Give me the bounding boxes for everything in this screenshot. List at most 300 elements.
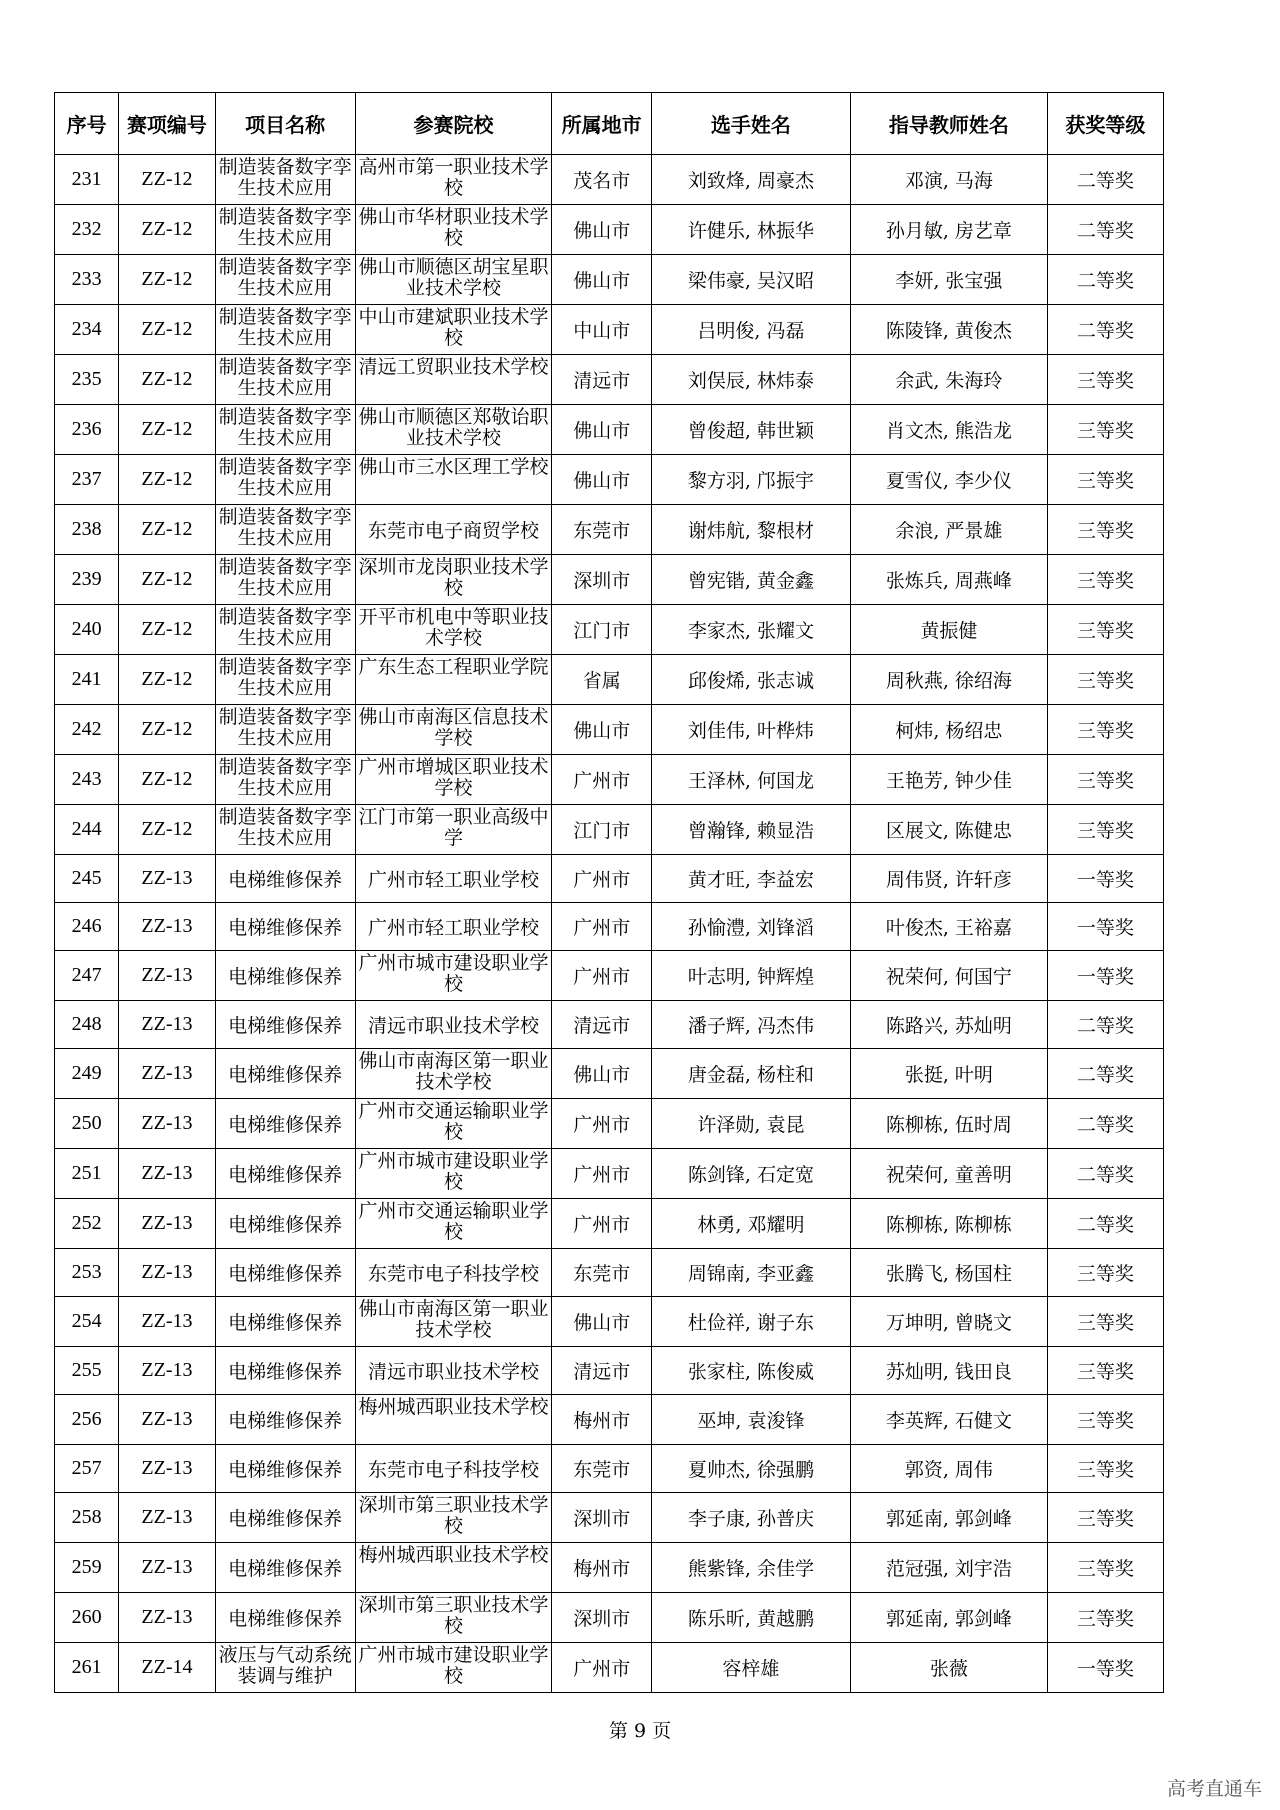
cell-project-name bbox=[215, 155, 355, 205]
cell-teachers: 张薇 bbox=[850, 1643, 1047, 1693]
table-row bbox=[55, 903, 1164, 951]
cell-project-name bbox=[215, 555, 355, 605]
cell-event-code: ZZ-13 bbox=[119, 1543, 215, 1593]
cell-school bbox=[355, 155, 552, 205]
cell-event-code: ZZ-13 bbox=[119, 1149, 215, 1199]
cell-school-text: 江门市第一职业高级中学 bbox=[358, 806, 549, 849]
cell-teachers: 孙月敏, 房艺章 bbox=[850, 205, 1047, 255]
cell-index: 256 bbox=[55, 1395, 119, 1445]
cell-contestants: 刘佳伟, 叶桦炜 bbox=[651, 705, 850, 755]
cell-school: 清远市职业技术学校 bbox=[355, 1347, 552, 1395]
cell-event-code: ZZ-12 bbox=[119, 805, 215, 855]
cell-teachers: 范冠强, 刘宇浩 bbox=[850, 1543, 1047, 1593]
header-school: 参赛院校 bbox=[355, 93, 552, 155]
cell-school bbox=[355, 655, 552, 705]
cell-teachers: 周伟贤, 许轩彦 bbox=[850, 855, 1047, 903]
cell-teachers: 肖文杰, 熊浩龙 bbox=[850, 405, 1047, 455]
cell-event-code: ZZ-12 bbox=[119, 305, 215, 355]
cell-project-name: 电梯维修保养 bbox=[215, 1249, 355, 1297]
cell-award: 三等奖 bbox=[1047, 705, 1163, 755]
cell-award: 一等奖 bbox=[1047, 1643, 1163, 1693]
cell-contestants: 唐金磊, 杨柱和 bbox=[651, 1049, 850, 1099]
watermark: 高考直通车 bbox=[1166, 1778, 1262, 1800]
cell-city: 江门市 bbox=[552, 805, 651, 855]
cell-school-text: 佛山市南海区第一职业技术学校 bbox=[358, 1050, 549, 1093]
cell-event-code: ZZ-12 bbox=[119, 205, 215, 255]
cell-city: 佛山市 bbox=[552, 1049, 651, 1099]
cell-index: 231 bbox=[55, 155, 119, 205]
cell-project-name-text: 制造装备数字孪生技术应用 bbox=[218, 306, 352, 349]
cell-project-name-text: 制造装备数字孪生技术应用 bbox=[218, 256, 352, 299]
cell-award: 一等奖 bbox=[1047, 903, 1163, 951]
cell-index: 248 bbox=[55, 1001, 119, 1049]
cell-index: 237 bbox=[55, 455, 119, 505]
cell-award: 三等奖 bbox=[1047, 1297, 1163, 1347]
cell-award: 三等奖 bbox=[1047, 555, 1163, 605]
cell-event-code: ZZ-13 bbox=[119, 855, 215, 903]
table-row bbox=[55, 1297, 1164, 1347]
cell-event-code: ZZ-12 bbox=[119, 505, 215, 555]
cell-award: 三等奖 bbox=[1047, 1395, 1163, 1445]
cell-project-name: 电梯维修保养 bbox=[215, 1199, 355, 1249]
table-row bbox=[55, 1593, 1164, 1643]
award-table-container bbox=[54, 92, 1164, 1693]
cell-school-text: 高州市第一职业技术学校 bbox=[358, 156, 549, 199]
cell-project-name bbox=[215, 355, 355, 405]
cell-award: 三等奖 bbox=[1047, 1543, 1163, 1593]
cell-contestants: 吕明俊, 冯磊 bbox=[651, 305, 850, 355]
cell-school: 广州市轻工职业学校 bbox=[355, 903, 552, 951]
header-index: 序号 bbox=[55, 93, 119, 155]
cell-project-name bbox=[215, 1643, 355, 1693]
cell-award: 三等奖 bbox=[1047, 805, 1163, 855]
cell-event-code: ZZ-12 bbox=[119, 455, 215, 505]
cell-teachers: 陈柳栋, 伍时周 bbox=[850, 1099, 1047, 1149]
cell-event-code: ZZ-12 bbox=[119, 255, 215, 305]
cell-contestants: 巫坤, 袁浚锋 bbox=[651, 1395, 850, 1445]
cell-teachers: 张炼兵, 周燕峰 bbox=[850, 555, 1047, 605]
cell-project-name: 电梯维修保养 bbox=[215, 1049, 355, 1099]
cell-project-name bbox=[215, 305, 355, 355]
cell-project-name: 电梯维修保养 bbox=[215, 1099, 355, 1149]
cell-school: 清远市职业技术学校 bbox=[355, 1001, 552, 1049]
cell-school-text: 开平市机电中等职业技术学校 bbox=[358, 606, 549, 649]
cell-school bbox=[355, 1395, 552, 1445]
cell-teachers: 余武, 朱海玲 bbox=[850, 355, 1047, 405]
cell-school: 东莞市电子商贸学校 bbox=[355, 505, 552, 555]
cell-project-name-text: 制造装备数字孪生技术应用 bbox=[218, 806, 352, 849]
cell-award: 三等奖 bbox=[1047, 605, 1163, 655]
cell-event-code: ZZ-13 bbox=[119, 1395, 215, 1445]
cell-index: 232 bbox=[55, 205, 119, 255]
cell-project-name bbox=[215, 505, 355, 555]
cell-project-name bbox=[215, 805, 355, 855]
cell-index: 254 bbox=[55, 1297, 119, 1347]
cell-project-name-text: 制造装备数字孪生技术应用 bbox=[218, 156, 352, 199]
table-row bbox=[55, 655, 1164, 705]
cell-city: 梅州市 bbox=[552, 1543, 651, 1593]
cell-teachers: 余浪, 严景雄 bbox=[850, 505, 1047, 555]
cell-school-text: 广东生态工程职业学院 bbox=[358, 656, 549, 678]
cell-city: 深圳市 bbox=[552, 1493, 651, 1543]
cell-school-text: 佛山市南海区第一职业技术学校 bbox=[358, 1298, 549, 1341]
cell-project-name-text: 制造装备数字孪生技术应用 bbox=[218, 556, 352, 599]
cell-school bbox=[355, 355, 552, 405]
cell-event-code: ZZ-13 bbox=[119, 1445, 215, 1493]
cell-contestants: 王泽林, 何国龙 bbox=[651, 755, 850, 805]
cell-contestants: 刘俣辰, 林炜泰 bbox=[651, 355, 850, 405]
cell-award: 三等奖 bbox=[1047, 655, 1163, 705]
cell-index: 252 bbox=[55, 1199, 119, 1249]
cell-school bbox=[355, 555, 552, 605]
cell-index: 258 bbox=[55, 1493, 119, 1543]
table-row bbox=[55, 855, 1164, 903]
cell-contestants: 李家杰, 张耀文 bbox=[651, 605, 850, 655]
cell-city: 深圳市 bbox=[552, 555, 651, 605]
cell-award: 二等奖 bbox=[1047, 1149, 1163, 1199]
cell-city: 佛山市 bbox=[552, 255, 651, 305]
cell-school bbox=[355, 1543, 552, 1593]
cell-school-text: 广州市交通运输职业学校 bbox=[358, 1200, 549, 1243]
cell-project-name-text: 制造装备数字孪生技术应用 bbox=[218, 406, 352, 449]
cell-event-code: ZZ-12 bbox=[119, 655, 215, 705]
cell-event-code: ZZ-13 bbox=[119, 1493, 215, 1543]
header-contestants: 选手姓名 bbox=[651, 93, 850, 155]
cell-index: 241 bbox=[55, 655, 119, 705]
cell-city: 广州市 bbox=[552, 951, 651, 1001]
cell-index: 236 bbox=[55, 405, 119, 455]
cell-event-code: ZZ-12 bbox=[119, 355, 215, 405]
cell-project-name: 电梯维修保养 bbox=[215, 1395, 355, 1445]
cell-city: 广州市 bbox=[552, 1099, 651, 1149]
table-row bbox=[55, 255, 1164, 305]
cell-school bbox=[355, 1643, 552, 1693]
cell-event-code: ZZ-13 bbox=[119, 1297, 215, 1347]
cell-project-name: 电梯维修保养 bbox=[215, 1493, 355, 1543]
cell-award: 三等奖 bbox=[1047, 1493, 1163, 1543]
cell-school bbox=[355, 805, 552, 855]
cell-index: 240 bbox=[55, 605, 119, 655]
header-award: 获奖等级 bbox=[1047, 93, 1163, 155]
cell-event-code: ZZ-12 bbox=[119, 755, 215, 805]
cell-teachers: 郭延南, 郭剑峰 bbox=[850, 1493, 1047, 1543]
cell-project-name-text: 制造装备数字孪生技术应用 bbox=[218, 506, 352, 549]
cell-event-code: ZZ-13 bbox=[119, 1199, 215, 1249]
cell-contestants: 许健乐, 林振华 bbox=[651, 205, 850, 255]
cell-index: 257 bbox=[55, 1445, 119, 1493]
table-row bbox=[55, 205, 1164, 255]
cell-award: 三等奖 bbox=[1047, 355, 1163, 405]
cell-teachers: 李妍, 张宝强 bbox=[850, 255, 1047, 305]
cell-city: 广州市 bbox=[552, 855, 651, 903]
cell-school-text: 梅州城西职业技术学校 bbox=[358, 1544, 549, 1566]
cell-city: 清远市 bbox=[552, 1347, 651, 1395]
cell-teachers: 黄振健 bbox=[850, 605, 1047, 655]
cell-event-code: ZZ-12 bbox=[119, 405, 215, 455]
cell-project-name-text: 制造装备数字孪生技术应用 bbox=[218, 206, 352, 249]
cell-award: 三等奖 bbox=[1047, 1347, 1163, 1395]
table-row bbox=[55, 155, 1164, 205]
cell-teachers: 祝荣何, 何国宁 bbox=[850, 951, 1047, 1001]
cell-contestants: 夏帅杰, 徐强鹏 bbox=[651, 1445, 850, 1493]
cell-city: 东莞市 bbox=[552, 1249, 651, 1297]
table-row bbox=[55, 305, 1164, 355]
cell-teachers: 苏灿明, 钱田良 bbox=[850, 1347, 1047, 1395]
cell-contestants: 曾瀚锋, 赖显浩 bbox=[651, 805, 850, 855]
cell-project-name-text: 制造装备数字孪生技术应用 bbox=[218, 356, 352, 399]
cell-event-code: ZZ-12 bbox=[119, 705, 215, 755]
cell-school bbox=[355, 1593, 552, 1643]
cell-contestants: 谢炜航, 黎根材 bbox=[651, 505, 850, 555]
cell-index: 260 bbox=[55, 1593, 119, 1643]
cell-school: 东莞市电子科技学校 bbox=[355, 1445, 552, 1493]
cell-city: 广州市 bbox=[552, 1199, 651, 1249]
cell-school bbox=[355, 1199, 552, 1249]
cell-teachers: 李英辉, 石健文 bbox=[850, 1395, 1047, 1445]
cell-school-text: 广州市城市建设职业学校 bbox=[358, 952, 549, 995]
cell-project-name-text: 制造装备数字孪生技术应用 bbox=[218, 706, 352, 749]
cell-project-name: 电梯维修保养 bbox=[215, 1445, 355, 1493]
cell-city: 茂名市 bbox=[552, 155, 651, 205]
cell-city: 东莞市 bbox=[552, 1445, 651, 1493]
cell-project-name bbox=[215, 205, 355, 255]
table-row bbox=[55, 1445, 1164, 1493]
cell-city: 佛山市 bbox=[552, 455, 651, 505]
cell-teachers: 张挺, 叶明 bbox=[850, 1049, 1047, 1099]
cell-event-code: ZZ-13 bbox=[119, 1593, 215, 1643]
table-row bbox=[55, 1199, 1164, 1249]
cell-school-text: 广州市交通运输职业学校 bbox=[358, 1100, 549, 1143]
cell-city: 省属 bbox=[552, 655, 651, 705]
cell-index: 250 bbox=[55, 1099, 119, 1149]
cell-teachers: 区展文, 陈健忠 bbox=[850, 805, 1047, 855]
cell-project-name: 电梯维修保养 bbox=[215, 1347, 355, 1395]
cell-teachers: 夏雪仪, 李少仪 bbox=[850, 455, 1047, 505]
cell-contestants: 张家柱, 陈俊威 bbox=[651, 1347, 850, 1395]
table-header-row bbox=[55, 93, 1164, 155]
cell-city: 佛山市 bbox=[552, 405, 651, 455]
cell-award: 二等奖 bbox=[1047, 255, 1163, 305]
page-number: 第 9 页 bbox=[608, 1720, 672, 1742]
table-row bbox=[55, 355, 1164, 405]
cell-school bbox=[355, 405, 552, 455]
header-project-name: 项目名称 bbox=[215, 93, 355, 155]
cell-city: 广州市 bbox=[552, 903, 651, 951]
cell-index: 255 bbox=[55, 1347, 119, 1395]
cell-index: 239 bbox=[55, 555, 119, 605]
cell-school-text: 清远工贸职业技术学校 bbox=[358, 356, 549, 378]
cell-event-code: ZZ-13 bbox=[119, 951, 215, 1001]
cell-contestants: 孙愉澧, 刘锋滔 bbox=[651, 903, 850, 951]
cell-project-name bbox=[215, 605, 355, 655]
cell-event-code: ZZ-12 bbox=[119, 555, 215, 605]
cell-event-code: ZZ-13 bbox=[119, 1249, 215, 1297]
table-row bbox=[55, 755, 1164, 805]
cell-index: 234 bbox=[55, 305, 119, 355]
cell-teachers: 张腾飞, 杨国柱 bbox=[850, 1249, 1047, 1297]
cell-city: 广州市 bbox=[552, 1643, 651, 1693]
cell-contestants: 周锦南, 李亚鑫 bbox=[651, 1249, 850, 1297]
cell-school bbox=[355, 705, 552, 755]
cell-teachers: 郭延南, 郭剑峰 bbox=[850, 1593, 1047, 1643]
table-row bbox=[55, 1049, 1164, 1099]
cell-project-name bbox=[215, 705, 355, 755]
cell-award: 一等奖 bbox=[1047, 951, 1163, 1001]
cell-event-code: ZZ-14 bbox=[119, 1643, 215, 1693]
cell-index: 245 bbox=[55, 855, 119, 903]
cell-award: 二等奖 bbox=[1047, 205, 1163, 255]
cell-teachers: 祝荣何, 童善明 bbox=[850, 1149, 1047, 1199]
cell-contestants: 陈剑锋, 石定宽 bbox=[651, 1149, 850, 1199]
cell-project-name-text: 制造装备数字孪生技术应用 bbox=[218, 606, 352, 649]
cell-teachers: 邓演, 马海 bbox=[850, 155, 1047, 205]
cell-school-text: 佛山市三水区理工学校 bbox=[358, 456, 549, 478]
cell-school bbox=[355, 1297, 552, 1347]
cell-school bbox=[355, 1099, 552, 1149]
cell-teachers: 叶俊杰, 王裕嘉 bbox=[850, 903, 1047, 951]
cell-contestants: 林勇, 邓耀明 bbox=[651, 1199, 850, 1249]
cell-event-code: ZZ-12 bbox=[119, 155, 215, 205]
cell-teachers: 周秋燕, 徐绍海 bbox=[850, 655, 1047, 705]
cell-project-name bbox=[215, 455, 355, 505]
cell-event-code: ZZ-13 bbox=[119, 1049, 215, 1099]
cell-project-name: 电梯维修保养 bbox=[215, 903, 355, 951]
cell-teachers: 陈路兴, 苏灿明 bbox=[850, 1001, 1047, 1049]
cell-index: 246 bbox=[55, 903, 119, 951]
cell-school-text: 深圳市第三职业技术学校 bbox=[358, 1494, 549, 1537]
cell-city: 清远市 bbox=[552, 1001, 651, 1049]
cell-school-text: 深圳市龙岗职业技术学校 bbox=[358, 556, 549, 599]
cell-index: 249 bbox=[55, 1049, 119, 1099]
cell-award: 三等奖 bbox=[1047, 755, 1163, 805]
cell-city: 中山市 bbox=[552, 305, 651, 355]
cell-contestants: 李子康, 孙普庆 bbox=[651, 1493, 850, 1543]
cell-teachers: 陈陵锋, 黄俊杰 bbox=[850, 305, 1047, 355]
cell-contestants: 邱俊烯, 张志诚 bbox=[651, 655, 850, 705]
table-row bbox=[55, 555, 1164, 605]
header-city: 所属地市 bbox=[552, 93, 651, 155]
cell-event-code: ZZ-13 bbox=[119, 1347, 215, 1395]
cell-contestants: 熊紫锋, 余佳学 bbox=[651, 1543, 850, 1593]
cell-teachers: 万坤明, 曾晓文 bbox=[850, 1297, 1047, 1347]
cell-index: 235 bbox=[55, 355, 119, 405]
cell-school: 东莞市电子科技学校 bbox=[355, 1249, 552, 1297]
cell-contestants: 容梓雄 bbox=[651, 1643, 850, 1693]
cell-contestants: 叶志明, 钟辉煌 bbox=[651, 951, 850, 1001]
cell-contestants: 黎方羽, 邝振宇 bbox=[651, 455, 850, 505]
cell-city: 佛山市 bbox=[552, 205, 651, 255]
cell-contestants: 陈乐昕, 黄越鹏 bbox=[651, 1593, 850, 1643]
cell-project-name: 电梯维修保养 bbox=[215, 1001, 355, 1049]
header-teachers: 指导教师姓名 bbox=[850, 93, 1047, 155]
cell-award: 三等奖 bbox=[1047, 505, 1163, 555]
table-row bbox=[55, 1643, 1164, 1693]
cell-award: 一等奖 bbox=[1047, 855, 1163, 903]
cell-city: 佛山市 bbox=[552, 705, 651, 755]
cell-school: 广州市轻工职业学校 bbox=[355, 855, 552, 903]
cell-index: 242 bbox=[55, 705, 119, 755]
table-row bbox=[55, 505, 1164, 555]
cell-school bbox=[355, 1493, 552, 1543]
cell-event-code: ZZ-13 bbox=[119, 1001, 215, 1049]
cell-project-name bbox=[215, 655, 355, 705]
cell-city: 东莞市 bbox=[552, 505, 651, 555]
cell-contestants: 黄才旺, 李益宏 bbox=[651, 855, 850, 903]
table-row bbox=[55, 1001, 1164, 1049]
cell-project-name bbox=[215, 755, 355, 805]
cell-school bbox=[355, 1049, 552, 1099]
cell-project-name-text: 制造装备数字孪生技术应用 bbox=[218, 756, 352, 799]
cell-award: 二等奖 bbox=[1047, 1099, 1163, 1149]
cell-contestants: 曾俊超, 韩世颖 bbox=[651, 405, 850, 455]
cell-award: 二等奖 bbox=[1047, 1199, 1163, 1249]
cell-event-code: ZZ-12 bbox=[119, 605, 215, 655]
cell-school-text: 深圳市第三职业技术学校 bbox=[358, 1594, 549, 1637]
cell-contestants: 潘子辉, 冯杰伟 bbox=[651, 1001, 850, 1049]
cell-city: 佛山市 bbox=[552, 1297, 651, 1347]
cell-city: 梅州市 bbox=[552, 1395, 651, 1445]
cell-city: 清远市 bbox=[552, 355, 651, 405]
cell-index: 238 bbox=[55, 505, 119, 555]
cell-contestants: 曾宪锴, 黄金鑫 bbox=[651, 555, 850, 605]
cell-award: 三等奖 bbox=[1047, 455, 1163, 505]
cell-school bbox=[355, 255, 552, 305]
table-row bbox=[55, 1395, 1164, 1445]
cell-city: 广州市 bbox=[552, 1149, 651, 1199]
cell-event-code: ZZ-13 bbox=[119, 903, 215, 951]
cell-contestants: 杜俭祥, 谢子东 bbox=[651, 1297, 850, 1347]
cell-project-name: 电梯维修保养 bbox=[215, 951, 355, 1001]
cell-project-name-text: 液压与气动系统装调与维护 bbox=[218, 1644, 352, 1687]
cell-project-name-text: 制造装备数字孪生技术应用 bbox=[218, 456, 352, 499]
cell-contestants: 梁伟豪, 吴汉昭 bbox=[651, 255, 850, 305]
cell-school bbox=[355, 605, 552, 655]
cell-school-text: 佛山市顺德区胡宝星职业技术学校 bbox=[358, 256, 549, 299]
table-row bbox=[55, 1543, 1164, 1593]
cell-index: 253 bbox=[55, 1249, 119, 1297]
cell-index: 247 bbox=[55, 951, 119, 1001]
cell-school bbox=[355, 305, 552, 355]
cell-award: 二等奖 bbox=[1047, 1049, 1163, 1099]
cell-school bbox=[355, 455, 552, 505]
cell-school bbox=[355, 755, 552, 805]
cell-index: 261 bbox=[55, 1643, 119, 1693]
cell-school-text: 广州市增城区职业技术学校 bbox=[358, 756, 549, 799]
cell-award: 三等奖 bbox=[1047, 1249, 1163, 1297]
header-event-code: 赛项编号 bbox=[119, 93, 215, 155]
cell-project-name bbox=[215, 405, 355, 455]
cell-index: 259 bbox=[55, 1543, 119, 1593]
cell-contestants: 许泽勋, 袁昆 bbox=[651, 1099, 850, 1149]
cell-project-name: 电梯维修保养 bbox=[215, 1543, 355, 1593]
cell-school-text: 佛山市华材职业技术学校 bbox=[358, 206, 549, 249]
cell-school bbox=[355, 205, 552, 255]
table-row bbox=[55, 1249, 1164, 1297]
cell-project-name bbox=[215, 255, 355, 305]
cell-event-code: ZZ-13 bbox=[119, 1099, 215, 1149]
cell-award: 二等奖 bbox=[1047, 305, 1163, 355]
table-row bbox=[55, 405, 1164, 455]
cell-school-text: 广州市城市建设职业学校 bbox=[358, 1150, 549, 1193]
cell-index: 243 bbox=[55, 755, 119, 805]
cell-teachers: 柯炜, 杨绍忠 bbox=[850, 705, 1047, 755]
cell-award: 二等奖 bbox=[1047, 155, 1163, 205]
table-row bbox=[55, 1493, 1164, 1543]
cell-teachers: 陈柳栋, 陈柳栋 bbox=[850, 1199, 1047, 1249]
cell-school bbox=[355, 1149, 552, 1199]
cell-city: 江门市 bbox=[552, 605, 651, 655]
cell-school-text: 佛山市顺德区郑敬诒职业技术学校 bbox=[358, 406, 549, 449]
